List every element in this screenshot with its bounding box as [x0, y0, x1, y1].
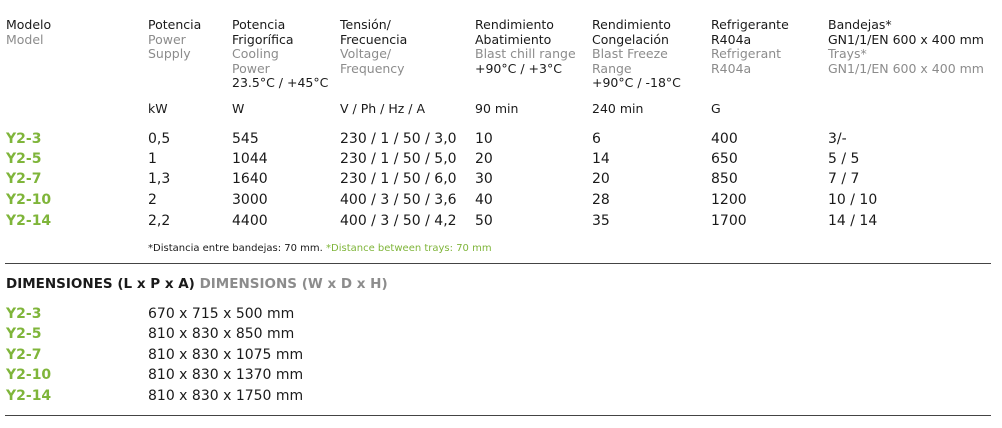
column-header-en: Cooling Power: [232, 46, 279, 76]
unit-label: G: [711, 101, 721, 116]
column-header: [592, 18, 681, 91]
table-cell: 400 / 3 / 50 / 3,6: [340, 192, 457, 208]
unit-label: 90 min: [475, 101, 519, 116]
table-cell: 1,3: [148, 171, 171, 187]
table-cell: 230 / 1 / 50 / 6,0: [340, 171, 457, 187]
table-cell: 14: [592, 151, 610, 167]
table-cell: 0,5: [148, 131, 171, 147]
table-cell: 1640: [232, 171, 268, 187]
table-cell: 40: [475, 192, 493, 208]
footnote: [148, 243, 492, 254]
dimension-model: Y2-3: [6, 306, 42, 322]
column-header: [340, 18, 407, 76]
dimensions-title-en: DIMENSIONS (W x D x H): [199, 276, 388, 292]
dimension-value: 810 x 830 x 1370 mm: [148, 367, 304, 383]
column-header: [6, 18, 51, 47]
divider-top: [5, 263, 991, 264]
table-cell: 50: [475, 213, 493, 229]
dimension-value: 810 x 830 x 1075 mm: [148, 347, 304, 363]
column-header: [475, 18, 576, 76]
dimension-value: 810 x 830 x 850 mm: [148, 326, 295, 342]
table-cell: 10 / 10: [828, 192, 878, 208]
table-cell: 35: [592, 213, 610, 229]
table-cell: 850: [711, 171, 738, 187]
column-header-extra: +90°C / +3°C: [475, 60, 562, 76]
table-cell: 4400: [232, 213, 268, 229]
unit-label: V / Ph / Hz / A: [340, 101, 425, 116]
dimension-value: 670 x 715 x 500 mm: [148, 306, 295, 322]
column-header-es: Bandejas* GN1/1/EN 600 x 400 mm: [828, 17, 984, 47]
column-header: [711, 18, 789, 76]
model-label: Y2-5: [6, 151, 42, 167]
table-cell: 30: [475, 171, 493, 187]
column-header-es: Rendimiento Abatimiento: [475, 17, 554, 47]
table-cell: 2: [148, 192, 157, 208]
column-header-en: Trays* GN1/1/EN 600 x 400 mm: [828, 46, 984, 76]
table-cell: 650: [711, 151, 738, 167]
column-header-en: Blast Freeze Range: [592, 46, 668, 76]
table-cell: 2,2: [148, 213, 171, 229]
dimension-model: Y2-5: [6, 326, 42, 342]
unit-label: 240 min: [592, 101, 644, 116]
column-header-es: Potencia: [148, 17, 202, 32]
table-cell: 230 / 1 / 50 / 3,0: [340, 131, 457, 147]
model-label: Y2-7: [6, 171, 42, 187]
dimensions-title: [6, 276, 388, 292]
footnote-en: *Distance between trays: 70 mm: [326, 243, 492, 254]
column-header-es: Potencia Frigorífica: [232, 17, 294, 47]
table-cell: 6: [592, 131, 601, 147]
column-header-en: Model: [6, 31, 44, 47]
unit-label: kW: [148, 101, 168, 116]
table-cell: 7 / 7: [828, 171, 860, 187]
table-cell: 1044: [232, 151, 268, 167]
column-header-es: Refrigerante R404a: [711, 17, 789, 47]
table-cell: 230 / 1 / 50 / 5,0: [340, 151, 457, 167]
table-cell: 545: [232, 131, 259, 147]
table-cell: 400 / 3 / 50 / 4,2: [340, 213, 457, 229]
model-label: Y2-14: [6, 213, 52, 229]
column-header-es: Rendimiento Congelación: [592, 17, 671, 47]
table-cell: 1200: [711, 192, 747, 208]
table-cell: 20: [475, 151, 493, 167]
table-cell: 3/-: [828, 131, 847, 147]
table-cell: 14 / 14: [828, 213, 878, 229]
column-header-extra: 23.5°C / +45°C: [232, 75, 329, 90]
table-cell: 20: [592, 171, 610, 187]
table-cell: 28: [592, 192, 610, 208]
dimension-model: Y2-10: [6, 367, 52, 383]
column-header-extra: +90°C / -18°C: [592, 75, 681, 90]
dimensions-title-es: DIMENSIONES (L x P x A): [6, 276, 195, 292]
table-cell: 10: [475, 131, 493, 147]
table-cell: 400: [711, 131, 738, 147]
table-cell: 1: [148, 151, 157, 167]
column-header-en: Refrigerant R404a: [711, 46, 782, 76]
unit-label: W: [232, 101, 245, 116]
column-header-en: Power Supply: [148, 31, 191, 61]
column-header: [232, 18, 328, 91]
dimension-model: Y2-14: [6, 388, 52, 404]
table-cell: 5 / 5: [828, 151, 860, 167]
model-label: Y2-10: [6, 192, 52, 208]
dimension-value: 810 x 830 x 1750 mm: [148, 388, 304, 404]
column-header-es: Tensión/ Frecuencia: [340, 17, 408, 47]
divider-bottom: [5, 415, 991, 416]
column-header-es: Modelo: [6, 17, 52, 32]
dimension-model: Y2-7: [6, 347, 42, 363]
column-header: [828, 18, 984, 76]
table-cell: 1700: [711, 213, 747, 229]
footnote-es: *Distancia entre bandejas: 70 mm.: [148, 243, 323, 254]
column-header-en: Voltage/ Frequency: [340, 46, 405, 76]
column-header: [148, 18, 201, 62]
table-cell: 3000: [232, 192, 268, 208]
model-label: Y2-3: [6, 131, 42, 147]
column-header-en: Blast chill range: [475, 46, 576, 61]
